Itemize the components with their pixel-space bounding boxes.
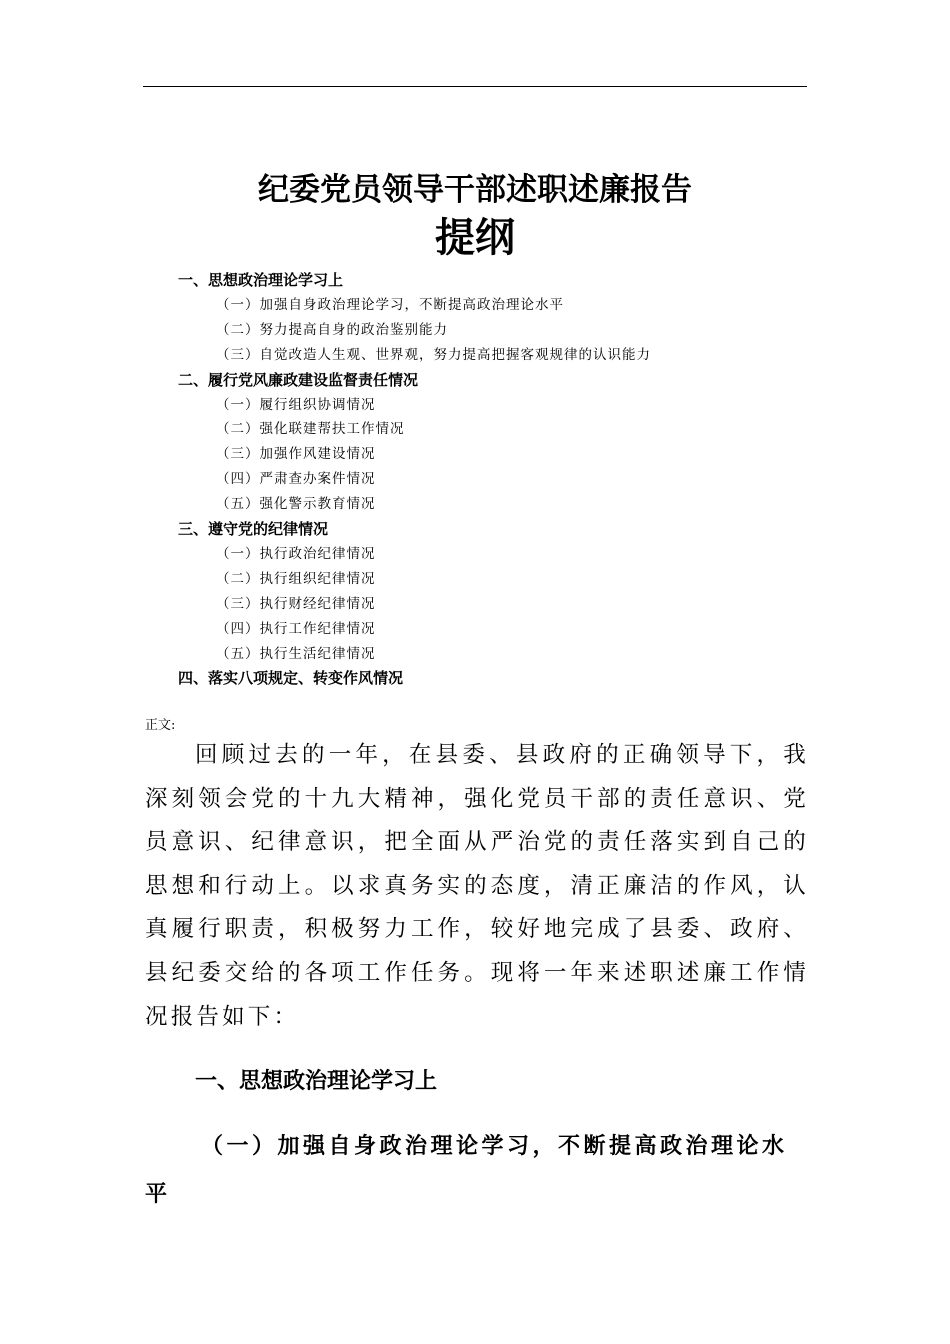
outline-subitem: （二）执行组织纪律情况 xyxy=(216,570,376,587)
outline-subitem: （四）严肃查办案件情况 xyxy=(216,471,376,488)
outline-subitem: （五）强化警示教育情况 xyxy=(216,496,376,513)
subsection-heading: （一）加强自身政治理论学习，不断提高政治理论水平 xyxy=(145,1133,788,1207)
outline-heading: 一、思想政治理论学习上 xyxy=(178,271,344,289)
body-paragraph: 回顾过去的一年，在县委、县政府的正确领导下，我深刻领会党的十九大精神，强化党员干部的责任意识、党员意识、纪律意识，把全面从严治党的责任落实到自己的思想和行动上。以求真务实的态度，清正廉洁的作风，认真履行职责，积极努力工作，较好地完成了县委、政府、县纪委交给的各项工作任务。现将一年来述职述廉工作情况报告如下： xyxy=(145,742,809,1030)
outline-subitem: （三）加强作风建设情况 xyxy=(216,446,376,463)
section-heading: 一、思想政治理论学习上 xyxy=(195,1069,438,1094)
outline-heading: 三、遵守党的纪律情况 xyxy=(178,520,329,538)
outline-heading: 四、落实八项规定、转变作风情况 xyxy=(178,669,404,688)
outline-subitem: （五）执行生活纪律情况 xyxy=(216,645,376,662)
outline-heading: 二、履行党风廉政建设监督责任情况 xyxy=(178,370,419,389)
body-label: 正文: xyxy=(145,718,176,733)
outline-subitem: （一）执行政治纪律情况 xyxy=(216,545,376,562)
outline-subitem: （三）自觉改造人生观、世界观，努力提高把握客观规律的认识能力 xyxy=(216,346,651,363)
outline-subitem: （一）履行组织协调情况 xyxy=(216,396,376,413)
document-subtitle: 提纲 xyxy=(435,215,515,261)
header-rule xyxy=(143,86,807,87)
outline-subitem: （二）强化联建帮扶工作情况 xyxy=(216,421,405,438)
outline-subitem: （一）加强自身政治理论学习，不断提高政治理论水平 xyxy=(216,296,564,313)
outline-subitem: （四）执行工作纪律情况 xyxy=(216,620,376,637)
document-title: 纪委党员领导干部述职述廉报告 xyxy=(258,172,692,208)
outline-subitem: （三）执行财经纪律情况 xyxy=(216,595,376,612)
outline-subitem: （二）努力提高自身的政治鉴别能力 xyxy=(216,321,448,338)
